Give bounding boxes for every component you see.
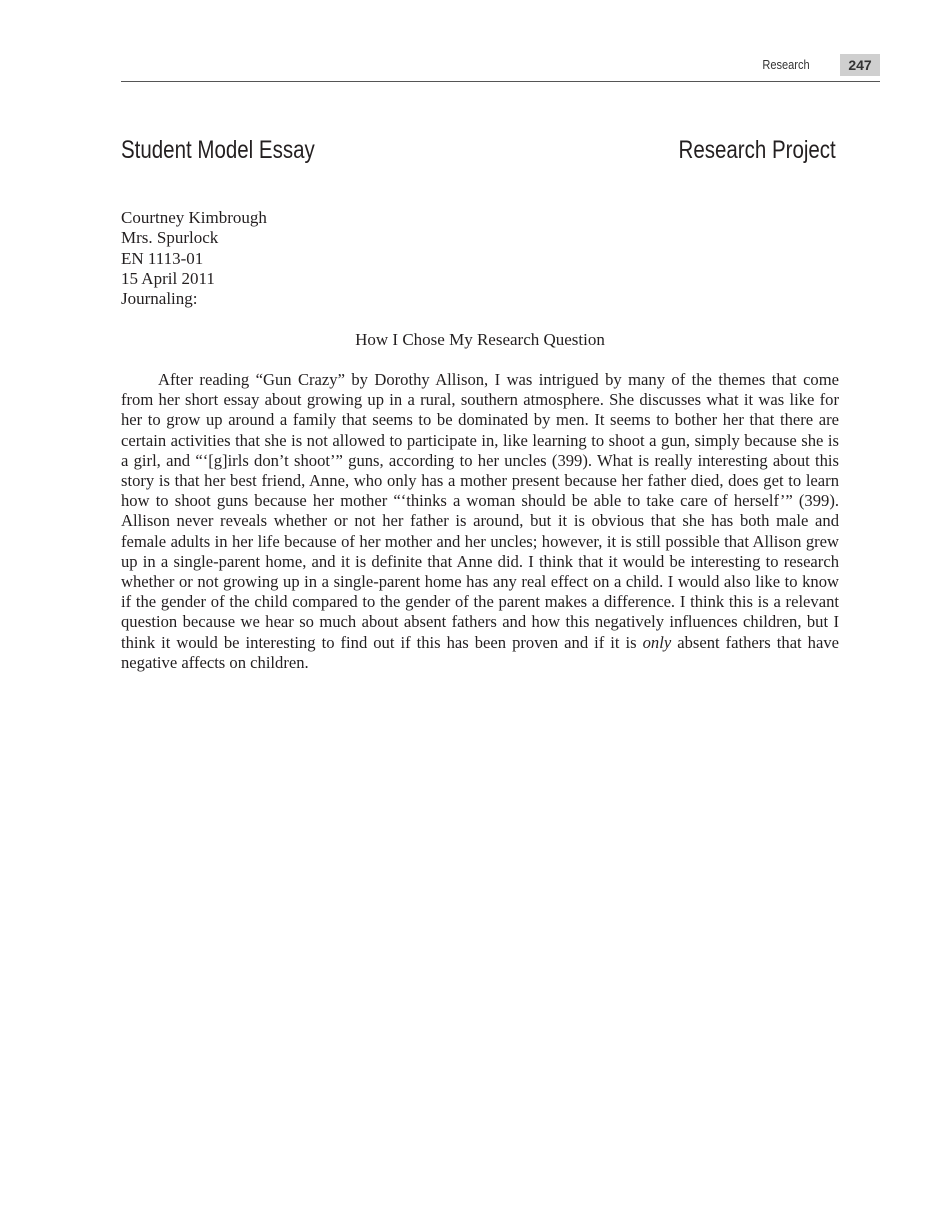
essay-date: 15 April 2011 xyxy=(121,268,215,288)
heading-research-project: Research Project xyxy=(678,136,836,164)
author-name: Courtney Kimbrough xyxy=(121,208,267,227)
running-head xyxy=(121,54,880,82)
course-code: EN 1113-01 xyxy=(121,248,204,268)
essay-body-text: After reading “Gun Crazy” by Dorothy Allison, I was intrigued by many of the themes that come from her short essay about growing up in a rural, southern atmosphere. She discusses what it was like for her to grow up around a family that seems to be dominated by men. It seems to bother her that there are certain activities that she is not allowed to participate in, like learning to shoot a gun, simply because she is a girl, and “‘[g]irls don’t shoot’” guns, according to her uncles (399). What is really interesting about this story is that her best friend, Anne, who only has a mother present because her father died, does get to learn how to shoot guns because her mother “‘thinks a woman should be able to take care of herself’” (399). Allison never reveals whether or not her father is around, but it is obvious that she has both male and female adults in her life because of her mother and her uncles; however, it is still possible that Allison grew up in a single-parent home, and it is definite that Anne did. I think that it would be interesting to research whether or not growing up in a single-parent home has any real effect on a child. I would also like to know if the gender of the child compared to the gender of the parent makes a difference. I think this is a relevant question because we hear so much about absent fathers and how this negatively influences children, but I think it would be interesting to find out if this has been proven and if it is xyxy=(121,370,839,652)
essay-body-paragraph xyxy=(121,370,839,673)
page-number: 247 xyxy=(840,54,880,76)
essay-body-text-end: absent fathers that have negative affects on children. xyxy=(121,632,840,672)
assignment-label: Journaling: xyxy=(121,289,198,309)
heading-student-model-essay: Student Model Essay xyxy=(121,136,315,164)
essay-title: How I Chose My Research Question xyxy=(355,330,605,349)
essay-body-italic: only xyxy=(642,632,672,652)
essay-header-block xyxy=(121,208,267,309)
instructor-name: Mrs. Spurlock xyxy=(121,228,219,248)
running-head-section: Research xyxy=(762,57,810,72)
